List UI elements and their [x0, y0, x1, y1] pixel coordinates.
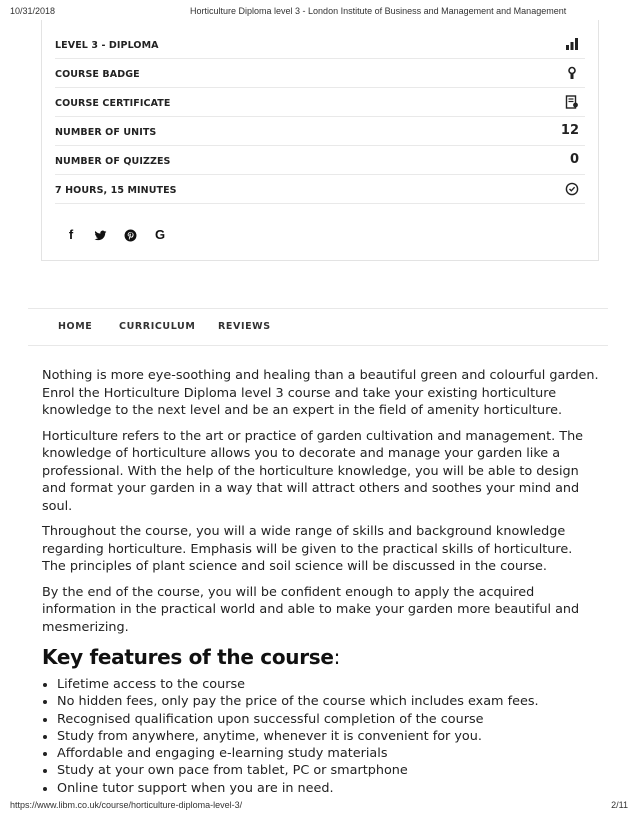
info-label: 7 HOURS, 15 MINUTES	[55, 185, 177, 196]
page-url: https://www.libm.co.uk/course/horticulture-diploma-level-3/	[10, 800, 243, 810]
quizzes-count: 0	[569, 152, 579, 167]
twitter-icon[interactable]	[92, 227, 108, 243]
course-description	[42, 367, 600, 797]
info-label: LEVEL 3 - DIPLOMA	[55, 40, 159, 51]
list-item: • Online tutor support when you are in need.	[57, 780, 600, 797]
list-item: • Study from anywhere, anytime, whenever it is convenient for you.	[57, 728, 600, 745]
course-tabs	[28, 308, 608, 346]
list-item: • Study at your own pace from tablet, PC or smartphone	[57, 762, 600, 779]
print-page-title: Horticulture Diploma level 3 - London Institute of Business and Management and Management	[190, 6, 567, 16]
list-item: • Recognised qualification upon successful completion of the course	[57, 711, 600, 728]
definition-paragraph: Horticulture refers to the art or practice of garden cultivation and management. The knowledge of horticulture allows you to decorate and manage your garden like a professional. With the help of the horticulture knowledge, you will be able to design and format your garden in a way that will attract others and soothes your mind and soul.	[42, 428, 584, 514]
info-row-quizzes	[55, 146, 585, 175]
intro-paragraph: Nothing is more eye-soothing and healing than a beautiful green and colourful garden. Enrol the Horticulture Diploma level 3 course and take your existing horticulture knowledge to the next level and be an expert in the field of amenity horticulture.	[42, 368, 599, 418]
certificate-icon	[565, 95, 579, 109]
info-row-certificate	[55, 88, 585, 117]
info-row-badge	[55, 59, 585, 88]
facebook-icon[interactable]: f	[68, 227, 74, 242]
info-label: NUMBER OF UNITS	[55, 127, 157, 138]
features-list	[42, 676, 600, 797]
bar-chart-icon	[565, 37, 579, 51]
info-row-units	[55, 117, 585, 146]
pinterest-icon[interactable]	[122, 227, 138, 243]
info-row-level	[55, 30, 585, 59]
google-icon[interactable]: G	[154, 227, 166, 242]
clock-icon	[565, 182, 579, 196]
badge-icon	[565, 66, 579, 80]
info-label: COURSE BADGE	[55, 69, 140, 80]
course-info-card	[41, 20, 599, 261]
list-item: • Lifetime access to the course	[57, 676, 600, 693]
skills-paragraph: Throughout the course, you will a wide range of skills and background knowledge regarding horticulture. Emphasis will be given to the practical skills of horticulture. The principles of plant science and soil science will be discussed in the course.	[42, 524, 573, 574]
tab-reviews[interactable]: REVIEWS	[218, 321, 271, 332]
info-row-duration	[55, 175, 585, 204]
tab-home[interactable]: HOME	[58, 321, 93, 332]
info-label: NUMBER OF QUIZZES	[55, 156, 171, 167]
print-date: 10/31/2018	[10, 6, 56, 16]
tab-curriculum[interactable]: CURRICULUM	[119, 321, 196, 332]
list-item: • No hidden fees, only pay the price of the course which includes exam fees.	[57, 693, 600, 710]
page-number: 2/11	[611, 800, 628, 810]
outcome-paragraph: By the end of the course, you will be confident enough to apply the acquired information in the practical world and able to make your garden more beautiful and mesmerizing.	[42, 584, 580, 635]
units-count: 12	[560, 123, 579, 138]
key-features-heading: Key features of the course:	[42, 645, 341, 669]
info-label: COURSE CERTIFICATE	[55, 98, 171, 109]
list-item: • Affordable and engaging e-learning study materials	[57, 745, 600, 762]
print-header	[10, 6, 628, 20]
